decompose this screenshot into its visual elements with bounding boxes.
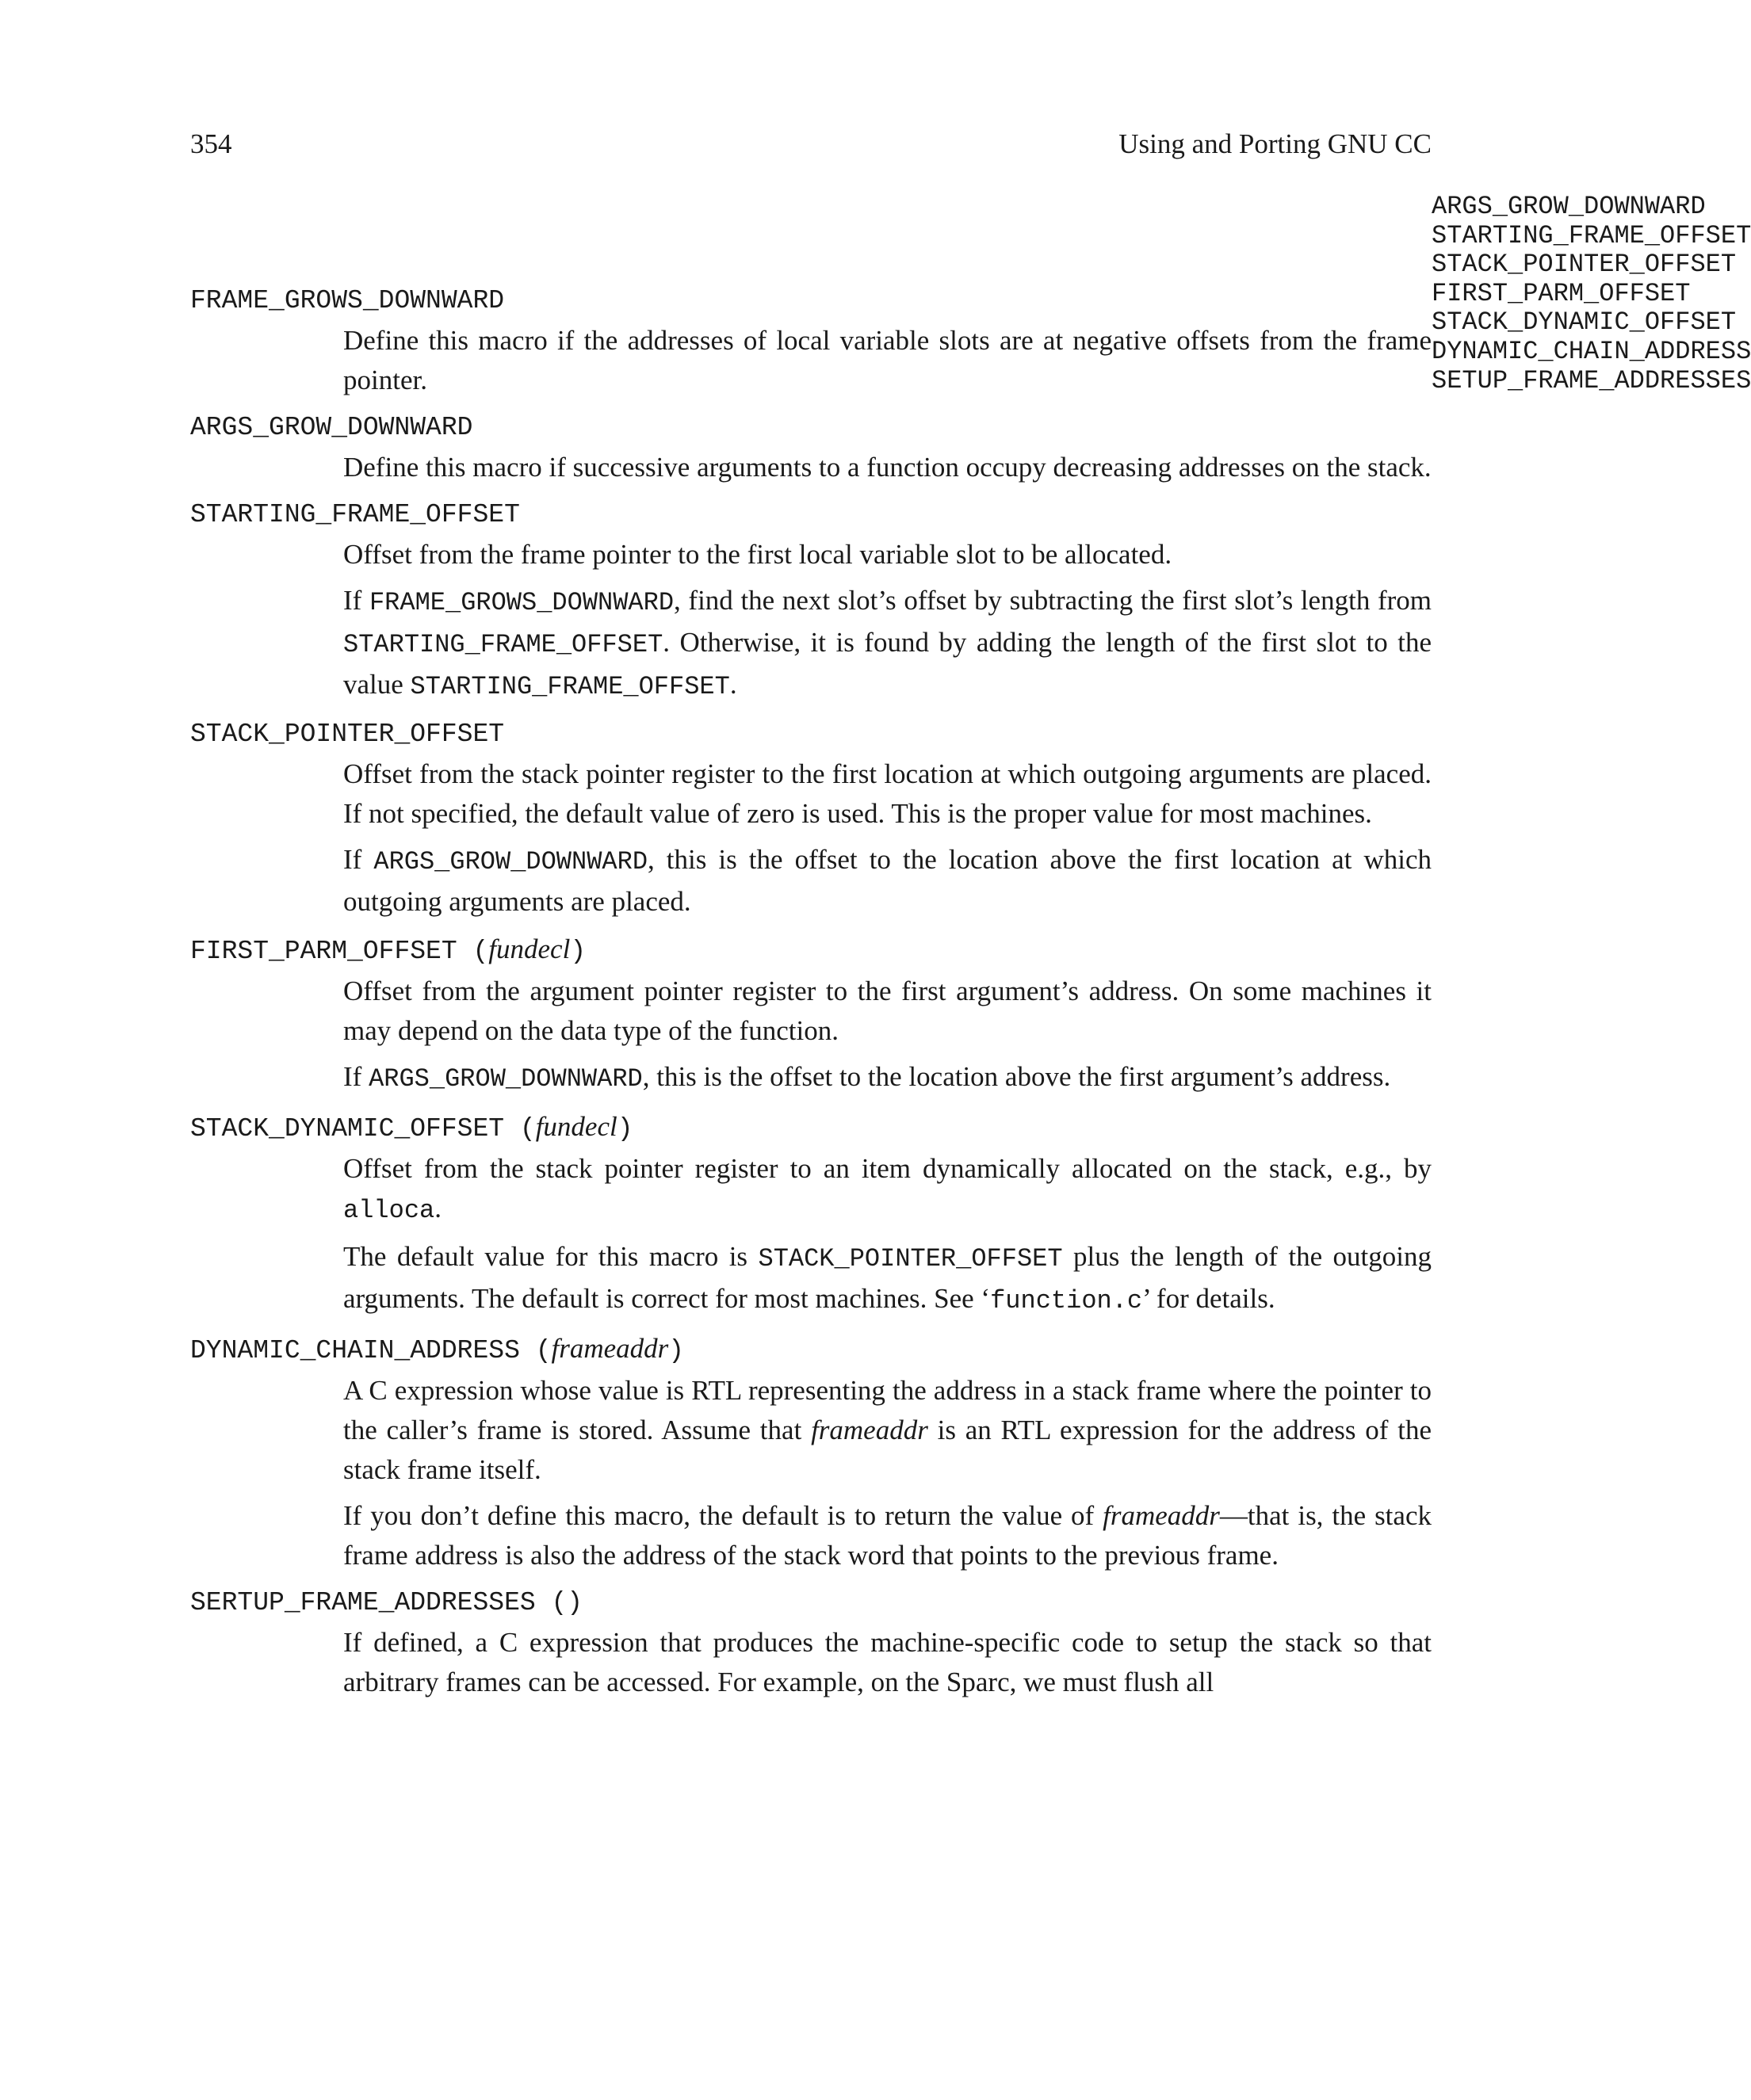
macro-description: The default value for this macro is STACK_POINTER_OFFSET plus the length of the outgoing arguments. The default is correct for most machines. See ‘function.c’ for details. xyxy=(343,1241,1432,1315)
macro-term: SERTUP_FRAME_ADDRESSES () xyxy=(190,1588,583,1617)
macro-description: Offset from the stack pointer register to an item dynamically allocated on the stack, e.g., by alloca. xyxy=(343,1153,1432,1225)
margin-index-item: FIRST_PARM_OFFSET xyxy=(1432,278,1691,308)
margin-index-item: STACK_DYNAMIC_OFFSET xyxy=(1432,307,1737,338)
margin-index-item: STACK_POINTER_OFFSET xyxy=(1432,250,1737,280)
macro-description: A C expression whose value is RTL representing the address in a stack frame where the pointer to the caller’s frame is stored. Assume that frameaddr is an RTL expression for the address of the stack frame itself. xyxy=(343,1375,1432,1485)
code-ref: ARGS_GROW_DOWNWARD xyxy=(373,847,648,876)
macro-entry xyxy=(190,281,1432,400)
macro-description: If ARGS_GROW_DOWNWARD, this is the offset to the location above the first argument’s address. xyxy=(343,1061,1391,1094)
macro-argument: fundecl xyxy=(488,934,571,964)
page-number: 354 xyxy=(190,128,232,159)
macro-entry xyxy=(190,1107,1432,1321)
macro-term: ARGS_GROW_DOWNWARD xyxy=(190,413,473,442)
macro-term: STACK_DYNAMIC_OFFSET (fundecl) xyxy=(190,1111,633,1144)
macro-entry xyxy=(190,1583,1432,1702)
macro-entry xyxy=(190,495,1432,707)
code-ref: ARGS_GROW_DOWNWARD xyxy=(369,1064,643,1094)
code-ref: FRAME_GROWS_DOWNWARD xyxy=(369,588,675,617)
macro-term: STACK_POINTER_OFFSET xyxy=(190,720,505,749)
macro-description: Offset from the stack pointer register to the first location at which outgoing arguments are placed. If not specified, the default value of zero is used. This is the proper value for most machines. xyxy=(343,758,1432,829)
macro-entry xyxy=(190,408,1432,487)
margin-index-item: DYNAMIC_CHAIN_ADDRESS xyxy=(1432,336,1751,366)
variable-ref: frameaddr xyxy=(811,1415,928,1445)
code-ref: STACK_POINTER_OFFSET xyxy=(758,1244,1063,1273)
macro-description: Offset from the argument pointer register to the first argument’s address. On some machines it may depend on the data type of the function. xyxy=(343,976,1432,1046)
macro-description: Define this macro if successive arguments to a function occupy decreasing addresses on the stack. xyxy=(343,452,1432,483)
page-body xyxy=(190,281,1432,1710)
macro-term: FIRST_PARM_OFFSET (fundecl) xyxy=(190,934,587,966)
macro-entry xyxy=(190,715,1432,922)
margin-index-item: SETUP_FRAME_ADDRESSES xyxy=(1432,365,1751,395)
macro-argument: fundecl xyxy=(535,1111,617,1142)
macro-argument: frameaddr xyxy=(551,1333,669,1364)
code-ref: STARTING_FRAME_OFFSET xyxy=(410,672,730,701)
macro-entry xyxy=(190,1329,1432,1575)
macro-description: Offset from the frame pointer to the first local variable slot to be allocated. xyxy=(343,539,1172,570)
macro-description: Define this macro if the addresses of local variable slots are at negative offsets from the frame pointer. xyxy=(343,325,1432,395)
file-ref: function.c xyxy=(990,1286,1143,1315)
running-head xyxy=(190,127,1432,162)
margin-index-item: ARGS_GROW_DOWNWARD xyxy=(1432,192,1706,221)
code-ref: alloca xyxy=(343,1196,435,1225)
margin-index xyxy=(1432,192,1751,395)
macro-term: STARTING_FRAME_OFFSET xyxy=(190,500,520,529)
macro-description: If ARGS_GROW_DOWNWARD, this is the offset to the location above the first location at which outgoing arguments are placed. xyxy=(343,844,1432,917)
macro-term: FRAME_GROWS_DOWNWARD xyxy=(190,286,505,315)
running-title: Using and Porting GNU CC xyxy=(1118,128,1432,159)
macro-term: DYNAMIC_CHAIN_ADDRESS (frameaddr) xyxy=(190,1333,685,1365)
variable-ref: frameaddr xyxy=(1103,1500,1220,1531)
macro-description: If you don’t define this macro, the default is to return the value of frameaddr—that is, the stack frame address is also the address of the stack word that points to the previous frame. xyxy=(343,1500,1432,1571)
macro-entry xyxy=(190,930,1432,1099)
macro-description: If FRAME_GROWS_DOWNWARD, find the next slot’s offset by subtracting the first slot’s length from STARTING_FRAME_OFFSET. Otherwise, it is found by adding the length of the first slot to the value STARTING_FRAME_OFFSET. xyxy=(343,585,1432,701)
margin-index-item: STARTING_FRAME_OFFSET xyxy=(1432,220,1751,250)
macro-description: If defined, a C expression that produces the machine-specific code to setup the stack so that arbitrary frames can be accessed. For example, on the Sparc, we must flush all xyxy=(343,1627,1432,1697)
code-ref: STARTING_FRAME_OFFSET xyxy=(343,630,663,659)
